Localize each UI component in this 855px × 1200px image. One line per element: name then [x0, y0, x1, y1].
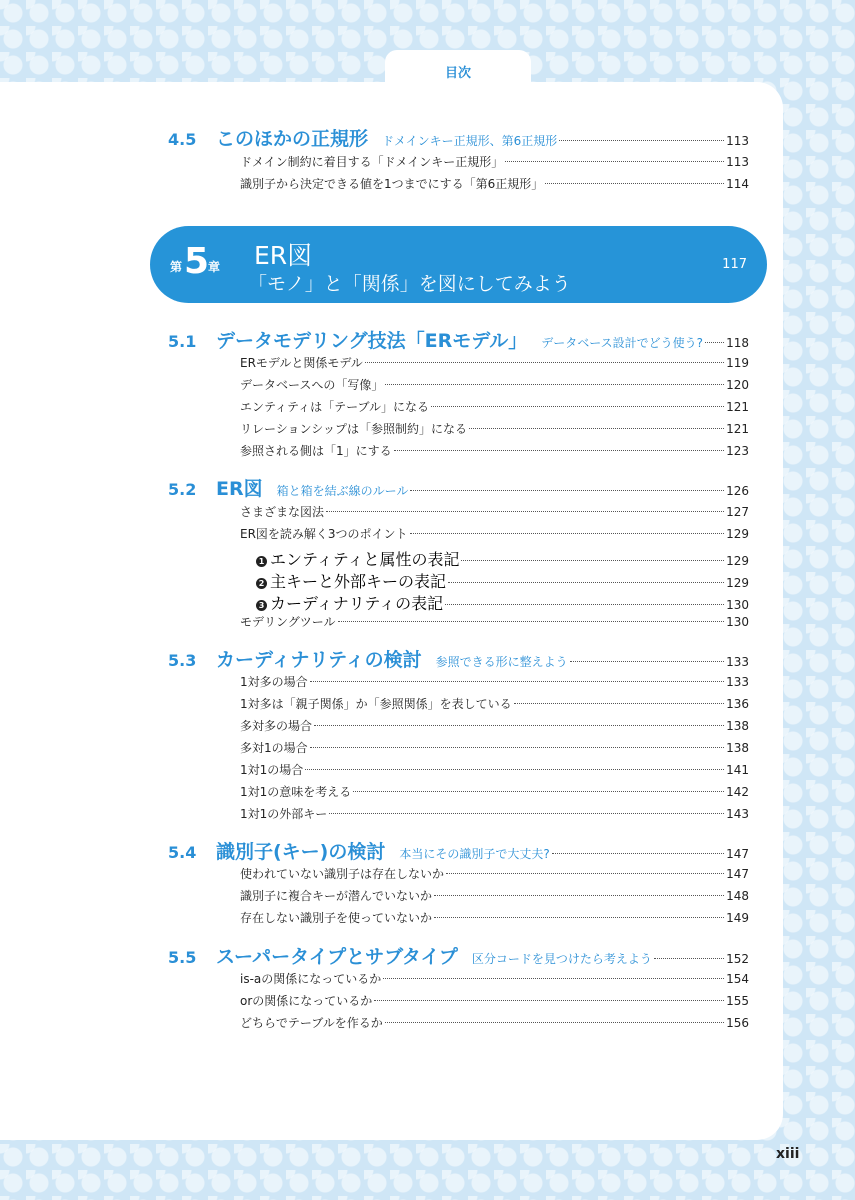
leader-dots: [394, 450, 724, 451]
toc-item[interactable]: [240, 992, 749, 1009]
item-text: カーディナリティの表記: [270, 594, 444, 613]
leader-dots: [705, 342, 724, 343]
page-number: 156: [726, 1016, 749, 1030]
page-number: 148: [726, 889, 749, 903]
toc-item[interactable]: [240, 695, 749, 712]
page-number: 136: [726, 697, 749, 711]
section-subtitle: 参照できる形に整えよう: [435, 655, 568, 669]
leader-dots: [446, 873, 724, 874]
section-subtitle: 区分コードを見つけたら考えよう: [471, 952, 652, 966]
leader-dots: [374, 1000, 724, 1001]
page-number: 147: [726, 867, 749, 881]
toc-item[interactable]: [240, 805, 749, 822]
page-number: 138: [726, 741, 749, 755]
toc-item[interactable]: [240, 153, 749, 170]
item-text: 1対多の場合: [240, 675, 308, 689]
item-text: エンティティと属性の表記: [270, 550, 460, 569]
item-text: 識別子に複合キーが潜んでいないか: [240, 889, 433, 903]
section-number: 5.5: [168, 948, 197, 967]
leader-dots: [310, 681, 724, 682]
toc-item[interactable]: [240, 613, 749, 630]
leader-dots: [385, 1022, 724, 1023]
leader-dots: [314, 725, 724, 726]
section-row[interactable]: [168, 124, 749, 151]
leader-dots: [338, 621, 725, 622]
section-title: カーディナリティの検討: [216, 649, 422, 671]
page-number: 149: [726, 911, 749, 925]
item-text: モデリングツール: [240, 615, 336, 629]
item-text: リレーションシップは「参照制約」になる: [240, 422, 467, 436]
toc-item[interactable]: [240, 761, 749, 778]
item-text: 1対1の意味を考える: [240, 785, 352, 799]
toc-item[interactable]: [240, 783, 749, 800]
page-number: 113: [726, 134, 749, 148]
page-number: 119: [726, 356, 749, 370]
chapter-subtitle: 「モノ」と「関係」を図にしてみよう: [248, 273, 571, 295]
toc-item[interactable]: [240, 354, 749, 371]
page-number: 152: [726, 952, 749, 966]
leader-dots: [353, 791, 724, 792]
item-text: 多対1の場合: [240, 741, 308, 755]
chapter-page-number: 117: [722, 257, 747, 272]
item-text: 参照される側は「1」にする: [240, 444, 392, 458]
leader-dots: [410, 533, 725, 534]
page-folio: xiii: [776, 1146, 800, 1162]
section-title: データモデリング技法「ERモデル」: [216, 330, 528, 352]
toc-item[interactable]: [240, 673, 749, 690]
toc-item[interactable]: [256, 547, 749, 570]
item-text: さまざまな図法: [240, 505, 325, 519]
leader-dots: [445, 604, 724, 605]
item-text: 存在しない識別子を使っていないか: [240, 911, 433, 925]
section-number: 4.5: [168, 130, 197, 149]
page-number: 142: [726, 785, 749, 799]
toc-item[interactable]: [240, 503, 749, 520]
section-row[interactable]: [168, 942, 749, 969]
page-number: 121: [726, 422, 749, 436]
leader-dots: [469, 428, 724, 429]
page-number: 143: [726, 807, 749, 821]
item-text: 1対1の外部キー: [240, 807, 328, 821]
leader-dots: [310, 747, 724, 748]
page-number: 121: [726, 400, 749, 414]
section-row[interactable]: [168, 837, 749, 864]
toc-item[interactable]: [240, 398, 749, 415]
page-number: 130: [726, 598, 749, 612]
toc-item[interactable]: [240, 887, 749, 904]
section-title: スーパータイプとサブタイプ: [216, 946, 458, 968]
chapter-number: 5: [184, 241, 210, 282]
toc-item[interactable]: [240, 1014, 749, 1031]
page-number: 129: [726, 554, 749, 568]
page-number: 138: [726, 719, 749, 733]
toc-tab-label: 目次: [444, 66, 471, 81]
circled-number-2-icon: 2: [256, 578, 267, 589]
section-number: 5.2: [168, 480, 197, 499]
item-text: 使われていない識別子は存在しないか: [240, 867, 445, 881]
item-text: 識別子から決定できる値を1つまでにする「第6正規形」: [240, 177, 544, 191]
chapter-banner[interactable]: [150, 226, 767, 303]
section-title: 識別子(キー)の検討: [216, 841, 386, 863]
page-number: 126: [726, 484, 749, 498]
page-number: 114: [726, 177, 749, 191]
page-number: 147: [726, 847, 749, 861]
leader-dots: [431, 406, 724, 407]
item-text: エンティティは「テーブル」になる: [240, 400, 430, 414]
leader-dots: [365, 362, 724, 363]
section-row[interactable]: [168, 474, 749, 501]
item-text: 1対多は「親子関係」か「参照関係」を表している: [240, 697, 512, 711]
page-number: 118: [726, 336, 749, 350]
leader-dots: [552, 853, 724, 854]
toc-item[interactable]: [240, 739, 749, 756]
item-text: 主キーと外部キーの表記: [270, 572, 447, 591]
page-number: 141: [726, 763, 749, 777]
section-subtitle: ドメインキー正規形、第6正規形: [382, 134, 558, 148]
leader-dots: [570, 661, 724, 662]
section-title: このほかの正規形: [216, 128, 369, 150]
page-number: 133: [726, 655, 749, 669]
section-subtitle: 箱と箱を結ぶ線のルール: [276, 484, 409, 498]
chapter-suffix: 章: [208, 260, 221, 274]
section-subtitle: データベース設計でどう使う?: [541, 336, 704, 350]
leader-dots: [505, 161, 724, 162]
page-number: 129: [726, 576, 749, 590]
item-text: ERモデルと関係モデル: [240, 356, 363, 370]
leader-dots: [545, 183, 724, 184]
page-number: 127: [726, 505, 749, 519]
toc-item[interactable]: [240, 175, 749, 192]
section-number: 5.1: [168, 332, 197, 351]
leader-dots: [326, 511, 724, 512]
leader-dots: [434, 895, 724, 896]
page-number: 120: [726, 378, 749, 392]
item-text: ドメイン制約に着目する「ドメインキー正規形」: [240, 155, 504, 169]
leader-dots: [383, 978, 724, 979]
page-number: 133: [726, 675, 749, 689]
toc-item[interactable]: [240, 909, 749, 926]
page-number: 130: [726, 615, 749, 629]
leader-dots: [654, 958, 724, 959]
section-row[interactable]: [168, 645, 749, 672]
toc-item[interactable]: [240, 376, 749, 393]
item-text: どちらでテーブルを作るか: [240, 1016, 383, 1030]
page-number: 113: [726, 155, 749, 169]
leader-dots: [514, 703, 724, 704]
toc-tab: [385, 50, 531, 96]
item-text: ER図を読み解く3つのポイント: [240, 527, 408, 541]
section-number: 5.3: [168, 651, 197, 670]
toc-item[interactable]: [240, 717, 749, 734]
leader-dots: [448, 582, 724, 583]
leader-dots: [559, 140, 724, 141]
toc-item[interactable]: [240, 865, 749, 882]
leader-dots: [385, 384, 724, 385]
leader-dots: [461, 560, 724, 561]
item-text: is-aの関係になっているか: [240, 972, 382, 986]
page-number: 129: [726, 527, 749, 541]
toc-item[interactable]: [256, 569, 749, 592]
toc-item[interactable]: [240, 442, 749, 459]
page-number: 123: [726, 444, 749, 458]
page-number: 154: [726, 972, 749, 986]
section-number: 5.4: [168, 843, 197, 862]
item-text: orの関係になっているか: [240, 994, 373, 1008]
section-subtitle: 本当にその識別子で大丈夫?: [399, 847, 550, 861]
circled-number-1-icon: 1: [256, 556, 267, 567]
circled-number-3-icon: 3: [256, 600, 267, 611]
item-text: データベースへの「写像」: [240, 378, 384, 392]
toc-item[interactable]: [240, 525, 749, 542]
toc-item[interactable]: [240, 970, 749, 987]
leader-dots: [305, 769, 724, 770]
item-text: 多対多の場合: [240, 719, 313, 733]
section-title: ER図: [216, 478, 263, 500]
leader-dots: [410, 490, 724, 491]
item-text: 1対1の場合: [240, 763, 304, 777]
section-row[interactable]: [168, 326, 749, 353]
chapter-title: ER図: [254, 241, 313, 270]
leader-dots: [434, 917, 724, 918]
toc-item[interactable]: [256, 591, 749, 614]
chapter-prefix: 第: [170, 260, 183, 274]
toc-item[interactable]: [240, 420, 749, 437]
leader-dots: [329, 813, 724, 814]
page-number: 155: [726, 994, 749, 1008]
